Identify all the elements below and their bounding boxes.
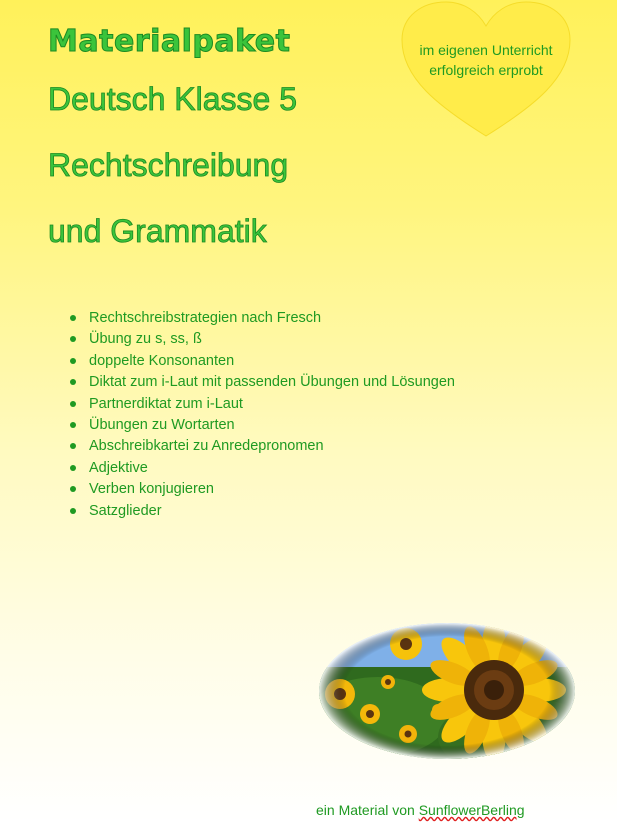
- list-item: Verben konjugieren: [70, 479, 455, 500]
- heart-badge-line2: erfolgreich erprobt: [429, 62, 543, 78]
- footer-credit: [316, 802, 525, 818]
- list-item: doppelte Konsonanten: [70, 351, 455, 372]
- list-item: Adjektive: [70, 458, 455, 479]
- heart-badge: [398, 0, 574, 140]
- list-item: Abschreibkartei zu Anredepronomen: [70, 436, 455, 457]
- title-grade: Deutsch Klasse 5: [48, 81, 298, 117]
- list-item: Satzglieder: [70, 501, 455, 522]
- sunflower-field-icon: [318, 622, 576, 760]
- list-item: Übung zu s, ss, ß: [70, 329, 455, 350]
- list-item: Übungen zu Wortarten: [70, 415, 455, 436]
- list-item: Diktat zum i-Laut mit passenden Übungen und Lösungen: [70, 372, 455, 393]
- list-item: Partnerdiktat zum i-Laut: [70, 394, 455, 415]
- footer-author: SunflowerBerling: [418, 802, 525, 818]
- title-spelling: Rechtschreibung: [48, 147, 289, 183]
- title-grammar: und Grammatik: [48, 213, 267, 249]
- footer-prefix: ein Material von: [316, 802, 415, 818]
- list-item: Rechtschreibstrategien nach Fresch: [70, 308, 455, 329]
- topic-list: [70, 308, 455, 522]
- title-materialpaket: Materialpaket: [48, 24, 291, 59]
- heart-badge-text: [406, 40, 566, 80]
- heart-badge-line1: im eigenen Unterricht: [419, 42, 553, 58]
- sunflower-photo: [318, 622, 576, 760]
- title-block: [48, 22, 297, 276]
